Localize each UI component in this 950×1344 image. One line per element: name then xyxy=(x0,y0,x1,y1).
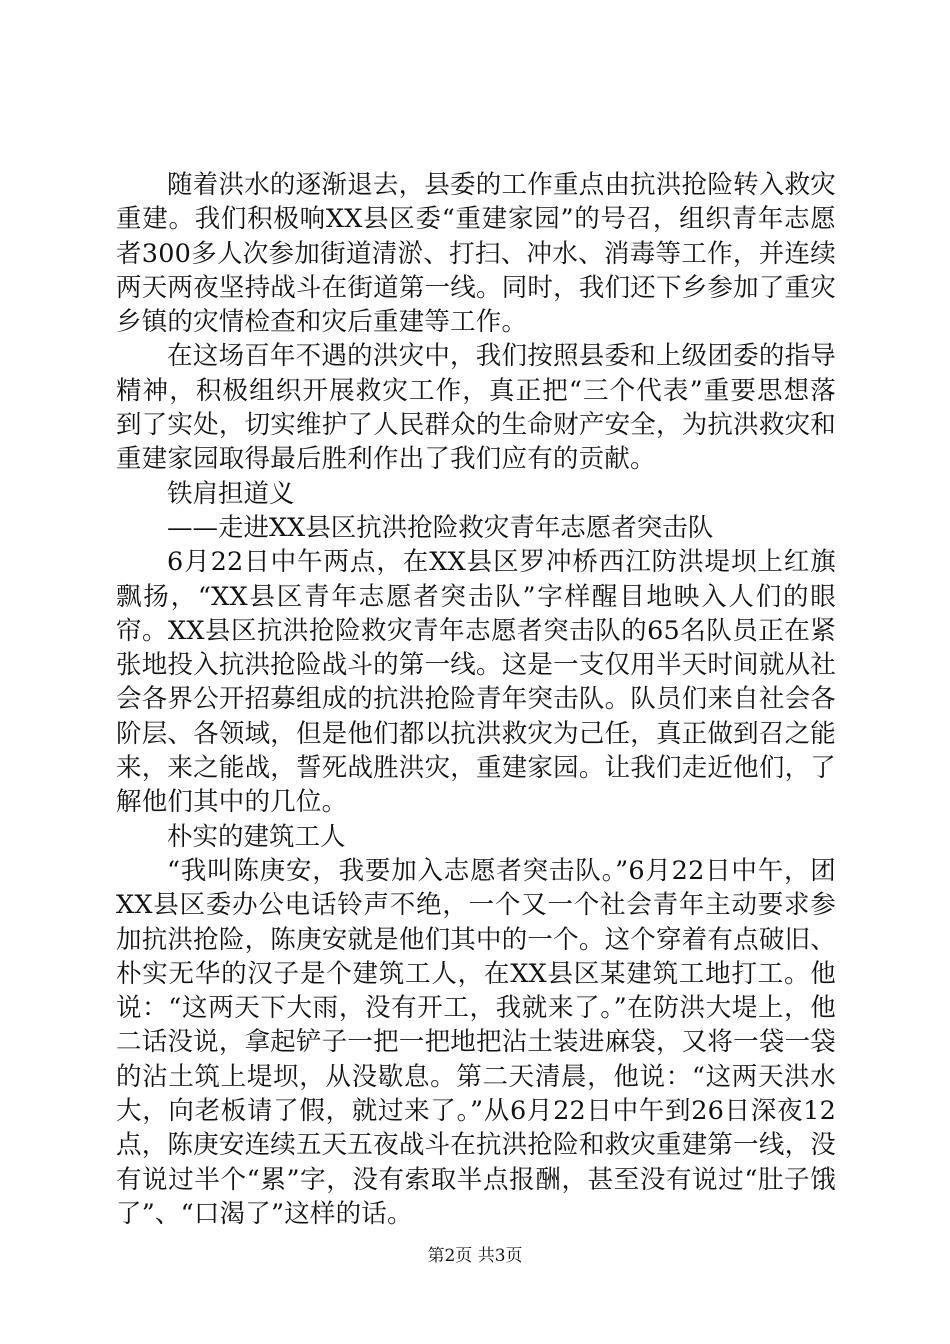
subsection-title: 朴实的建筑工人 xyxy=(167,821,346,852)
document-body xyxy=(116,168,836,1231)
paragraph-construction-worker: “我叫陈庚安，我要加入志愿者突击队。”6月22日中午，团XX县区委办公电话铃声不绝，一个又一个社会青年主动要求参加抗洪抢险，陈庚安就是他们其中的一个。这个穿着有点破旧、朴实无华的汉子是个建筑工人，在XX县区某建筑工地打工。他说：“这两天下大雨，没有开工，我就来了。”在防洪大堤上，他二话没说，拿起铲子一把一把地把沾土装进麻袋，又将一袋一袋的沾土筑上堤坝，从没歇息。第二天清晨，他说：“这两天洪水大，向老板请了假，就过来了。”从6月22日中午到26日深夜12点，陈庚安连续五天五夜战斗在抗洪抢险和救灾重建第一线，没有说过半个“累”字，没有索取半点报酬，甚至没有说过“肚子饿了”、“口渴了”这样的话。 xyxy=(116,855,836,1229)
page-number-footer: 第2页 共3页 xyxy=(427,1246,523,1266)
section-title: 铁肩担道义 xyxy=(167,478,295,509)
paragraph-flood-recovery: 随着洪水的逐渐退去，县委的工作重点由抗洪抢险转入救灾重建。我们积极响XX县区委“重建家园”的号召，组织青年志愿者300多人次参加街道清淤、打扫、冲水、消毒等工作，并连续两天两夜坚持战斗在街道第一线。同时，我们还下乡参加了重灾乡镇的灾情检查和灾后重建等工作。 xyxy=(116,170,836,338)
section-subtitle: ——走进XX县区抗洪抢险救灾青年志愿者突击队 xyxy=(167,512,714,543)
paragraph-flood-summary: 在这场百年不遇的洪灾中，我们按照县委和上级团委的指导精神，积极组织开展救灾工作，真正把“三个代表”重要思想落到了实处，切实维护了人民群众的生命财产安全，为抗洪救灾和重建家园取得最后胜利作出了我们应有的贡献。 xyxy=(116,341,836,475)
paragraph-volunteer-team: 6月22日中午两点，在XX县区罗冲桥西江防洪堤坝上红旗飘扬，“XX县区青年志愿者突击队”字样醒目地映入人们的眼帘。XX县区抗洪抢险救灾青年志愿者突击队的65名队员正在紧张地投入抗洪抢险战斗的第一线。这是一支仅用半天时间就从社会各界公开招募组成的抗洪抢险青年突击队。队员们来自社会各阶层、各领域，但是他们都以抗洪救灾为己任，真正做到召之能来，来之能战，誓死战胜洪灾，重建家园。让我们走近他们，了解他们其中的几位。 xyxy=(116,547,836,818)
